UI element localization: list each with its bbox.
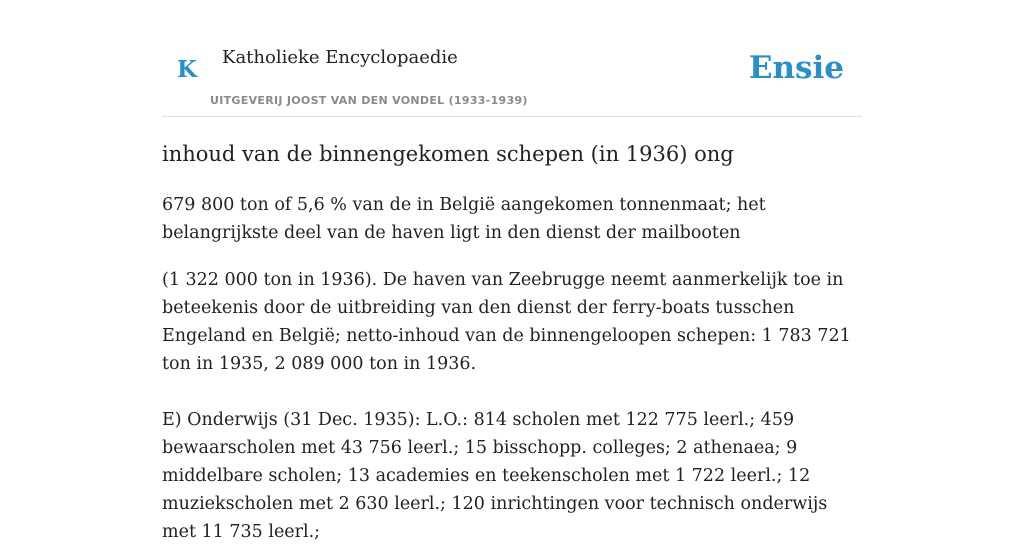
article-paragraph: 679 800 ton of 5,6 % van de in België aangekomen tonnenmaat; het belangrijkste deel van de haven ligt in den dienst der mailbooten — [162, 195, 766, 243]
site-header — [162, 40, 862, 117]
article-title: inhoud van de binnengekomen schepen (in 1936) ong — [162, 142, 734, 166]
publication-logo-icon[interactable]: K — [177, 56, 197, 83]
article-paragraph: (1 322 000 ton in 1936). De haven van Zeebrugge neemt aanmerkelijk toe in beteekenis door de uitbreiding van den dienst der ferry-boats tusschen Engeland en België; netto-inhoud van de binnengeloopen schepen: 1 783 721 ton in 1935, 2 089 000 ton in 1936. — [162, 270, 851, 374]
article — [162, 138, 862, 546]
ensie-logo[interactable]: Ensie — [748, 50, 844, 86]
article-paragraph: E) Onderwijs (31 Dec. 1935): L.O.: 814 scholen met 122 775 leerl.; 459 bewaarscholen met 43 756 leerl.; 15 bisschopp. colleges; 2 athenaea; 9 middelbare scholen; 13 academies en teekenscholen met 1 722 leerl.; 12 muziekscholen met 2 630 leerl.; 120 inrichtingen voor technisch onderwijs met 11 735 leerl.; — [162, 410, 828, 542]
publisher-line: UITGEVERIJ JOOST VAN DEN VONDEL (1933-1939) — [210, 94, 528, 107]
publication-title[interactable]: Katholieke Encyclopaedie — [222, 47, 458, 68]
